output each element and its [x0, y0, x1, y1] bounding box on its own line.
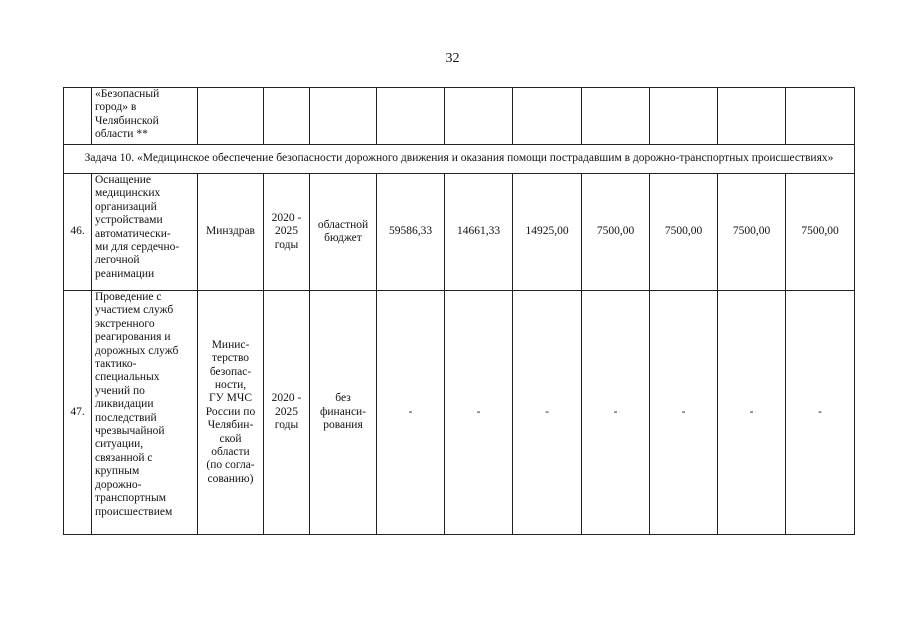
executor-cell: Минис- терство безопас- ности, ГУ МЧС России по Челябин- ской области (по согла- сованию) — [198, 291, 264, 535]
page-number: 32 — [445, 51, 460, 66]
value-cell: - — [582, 291, 650, 535]
measure-name-cell: Оснащение медицинских организаций устройствами автоматически- ми для сердечно- легочной реанимации — [92, 174, 198, 291]
value-cell: - — [650, 291, 718, 535]
value-cell: 7500,00 — [650, 174, 718, 291]
value-cell: 14925,00 — [513, 174, 582, 291]
value-cell: 7500,00 — [786, 174, 855, 291]
measures-table — [63, 87, 855, 535]
value-cell: 59586,33 — [377, 174, 445, 291]
number-cell: 46. — [64, 174, 92, 291]
executor-cell: Минздрав — [198, 174, 264, 291]
executor-cell — [198, 88, 264, 145]
period-cell — [264, 88, 310, 145]
task-heading: Задача 10. «Медицинское обеспечение безопасности дорожного движения и оказания помощи пострадавшим в дорожно-транспортных происшествиях» — [64, 145, 855, 174]
source-cell: без финанси- рования — [310, 291, 377, 535]
value-cell — [650, 88, 718, 145]
value-cell — [582, 88, 650, 145]
measure-name-cell: Проведение с участием служб экстренного реагирования и дорожных служб тактико- специальных учений по ликвидации последствий чрезвычайной ситуации, связанной с крупным дорожно- транспортным происшествием — [92, 291, 198, 535]
value-cell — [786, 88, 855, 145]
table-row — [64, 88, 855, 145]
value-cell — [718, 88, 786, 145]
table-row — [64, 291, 855, 535]
period-cell: 2020 - 2025 годы — [264, 291, 310, 535]
value-cell: - — [445, 291, 513, 535]
measure-name-cell: «Безопасный город» в Челябинской области ** — [92, 88, 198, 145]
number-cell — [64, 88, 92, 145]
value-cell — [513, 88, 582, 145]
value-cell: - — [718, 291, 786, 535]
source-cell — [310, 88, 377, 145]
value-cell — [445, 88, 513, 145]
table-row — [64, 174, 855, 291]
value-cell: 7500,00 — [718, 174, 786, 291]
value-cell: 14661,33 — [445, 174, 513, 291]
source-cell: областной бюджет — [310, 174, 377, 291]
task-heading-row — [64, 145, 855, 174]
value-cell: - — [513, 291, 582, 535]
value-cell — [377, 88, 445, 145]
value-cell: - — [786, 291, 855, 535]
value-cell: - — [377, 291, 445, 535]
number-cell: 47. — [64, 291, 92, 535]
period-cell: 2020 - 2025 годы — [264, 174, 310, 291]
value-cell: 7500,00 — [582, 174, 650, 291]
